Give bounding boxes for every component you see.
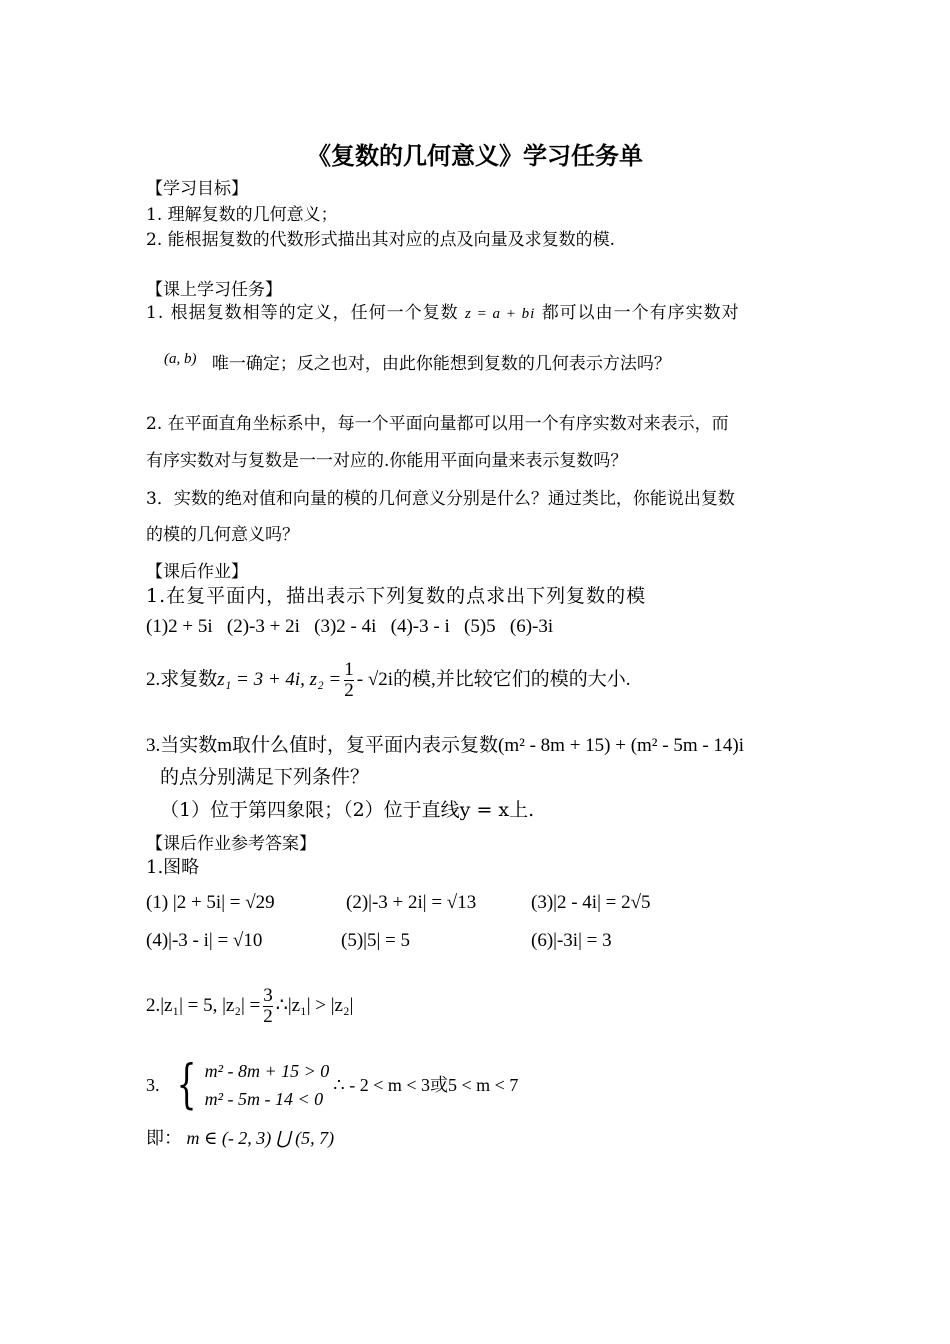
ans-2-fraction	[263, 986, 273, 1027]
task-1-pair: (a, b)	[164, 351, 197, 367]
task-1-formula: z = a + bi	[465, 306, 536, 322]
ans-4-label: 即：	[146, 1128, 182, 1148]
ans-2-prefix: 2.|z₁| = 5, |z₂| =	[146, 995, 261, 1016]
ans-1-item: (3)|2 - 4i| = 2√5	[531, 892, 651, 913]
hw-q2-prefix: 2.求复数	[146, 669, 218, 690]
ans-3-label: 3.	[146, 1075, 160, 1095]
ans-4	[146, 1127, 334, 1149]
ans-3-row-2: m² - 5m - 14 < 0	[204, 1089, 324, 1109]
task-1-line-1	[146, 302, 740, 325]
hw-q2-fraction	[344, 660, 354, 701]
ans-2-den: 2	[263, 1005, 273, 1027]
hw-q1-item: (6)-3i	[509, 616, 554, 637]
ans-1-item: (5)|5| = 5	[341, 930, 410, 951]
ans-1-item: (1) |2 + 5i| = √29	[146, 892, 275, 913]
task-3-line-1: 3．实数的绝对值和向量的模的几何意义分别是什么？通过类比，你能说出复数	[146, 489, 735, 509]
answers-heading: 【课后作业参考答案】	[146, 834, 316, 854]
page-title: 《复数的几何意义》学习任务单	[307, 142, 643, 170]
task-2-line-2: 有序实数对与复数是一一对应的.你能用平面向量来表示复数吗？	[146, 451, 628, 471]
goals-heading: 【学习目标】	[146, 179, 248, 199]
task-1-suffix: 都可以由一个有序实数对	[541, 303, 740, 323]
hw-q1-item: (5)5	[464, 616, 496, 637]
ans-2-tail: ∴|z₁| > |z₂|	[275, 995, 354, 1016]
hw-q2-num: 1	[344, 658, 354, 680]
hw-q1-text: 1.在复平面内，描出表示下列复数的点求出下列复数的模	[146, 585, 647, 607]
ans-3	[146, 1055, 518, 1115]
ans-1-title: 1.图略	[146, 857, 200, 878]
task-2-line-1: 2. 在平面直角坐标系中，每一个平面向量都可以用一个有序实数对来表示，而	[146, 414, 729, 434]
hw-q1-item: (1)2 + 5i	[146, 616, 213, 637]
goal-item-1: 1. 理解复数的几何意义；	[146, 205, 338, 225]
ans-2	[146, 982, 353, 1030]
task-3-line-2: 的模的几何意义吗？	[146, 525, 299, 545]
hw-q3-line-2: 的点分别满足下列条件？	[160, 766, 370, 788]
ans-1-item: (2)|-3 + 2i| = √13	[346, 892, 477, 913]
hw-q2-z: z₁ = 3 + 4i, z₂ =	[217, 669, 342, 690]
hw-q1-item: (3)2 - 4i	[314, 616, 377, 637]
task-1-line-2-text: 唯一确定；反之也对，由此你能想到复数的几何表示方法吗？	[211, 354, 671, 374]
hw-q2-den: 2	[344, 679, 354, 701]
hw-q1-items	[146, 616, 553, 638]
ans-3-row-1: m² - 8m + 15 > 0	[204, 1061, 330, 1081]
ans-1-item: (6)|-3i| = 3	[531, 930, 612, 951]
hw-q1-item: (2)-3 + 2i	[226, 616, 300, 637]
hw-q1-item: (4)-3 - i	[390, 616, 450, 637]
ans-2-num: 3	[263, 984, 273, 1006]
ans-3-result: ∴ - 2 < m < 3或5 < m < 7	[333, 1075, 519, 1095]
brace-icon: {	[176, 1055, 196, 1115]
task-1-line-2	[164, 353, 671, 376]
task-1-prefix: 1. 根据复数相等的定义，任何一个复数	[146, 303, 459, 323]
ans-4-formula: m ∈ (- 2, 3) ⋃ (5, 7)	[186, 1128, 335, 1148]
homework-heading: 【课后作业】	[146, 562, 248, 582]
hw-q2	[146, 656, 631, 704]
tasks-heading: 【课上学习任务】	[146, 280, 282, 300]
hw-q3-line-1: 3.当实数m取什么值时，复平面内表示复数(m² - 8m + 15) + (m² - 5m - 14)i	[146, 735, 745, 756]
ans-3-system	[170, 1057, 330, 1113]
goal-item-2: 2. 能根据复数的代数形式描出其对应的点及向量及求复数的模.	[146, 230, 616, 250]
hw-q2-tail: - √2i的模,并比较它们的模的大小.	[356, 669, 631, 690]
hw-q3-line-3: （1）位于第四象限；（2）位于直线y = x上.	[160, 799, 535, 821]
ans-1-item: (4)|-3 - i| = √10	[146, 930, 263, 951]
